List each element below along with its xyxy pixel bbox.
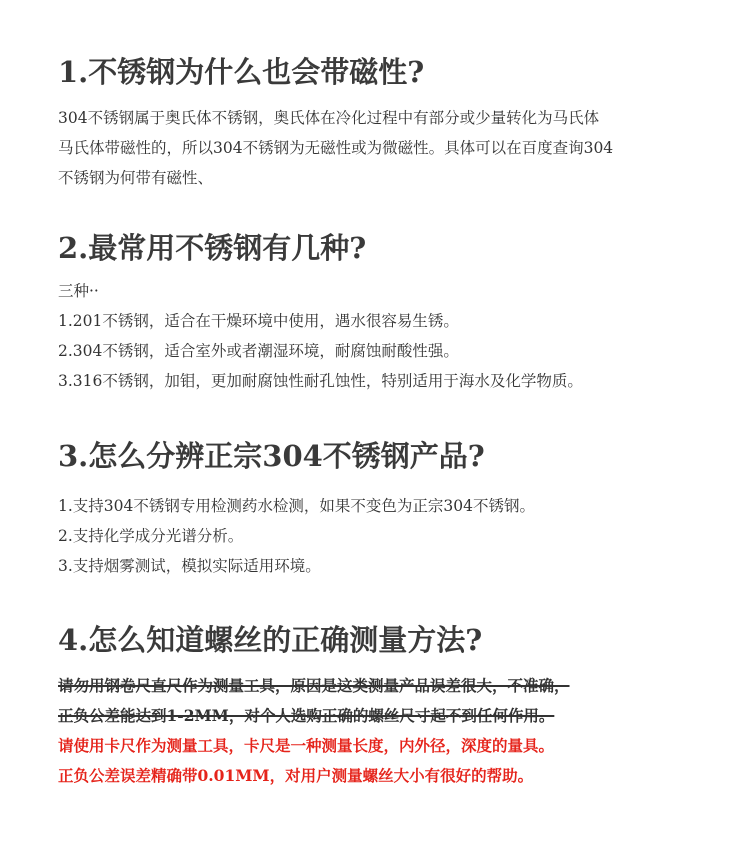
body-line: 马氏体带磁性的，所以304不锈钢为无磁性或为微磁性。具体可以在百度查询304 — [58, 139, 614, 157]
section-heading: 4.怎么知道螺丝的正确测量方法? — [58, 623, 483, 657]
list-item: 3.316不锈钢，加钼，更加耐腐蚀性耐孔蚀性，特别适用于海水及化学物质。 — [58, 372, 583, 390]
section-magnetism — [58, 52, 718, 193]
section-measure — [58, 620, 718, 791]
list-item: 1.支持304不锈钢专用检测药水检测，如果不变色为正宗304不锈钢。 — [58, 497, 535, 515]
list-item: 2.支持化学成分光谱分析。 — [58, 527, 244, 545]
section-types — [58, 228, 718, 396]
highlight-line: 正负公差误差精确带0.01MM，对用户测量螺丝大小有很好的帮助。 — [58, 766, 534, 785]
list-item: 2.304不锈钢，适合室外或者潮湿环境，耐腐蚀耐酸性强。 — [58, 342, 459, 360]
body-line: 不锈钢为何带有磁性、 — [58, 169, 214, 187]
struck-line: 请勿用钢卷尺直尺作为测量工具，原因是这类测量产品误差很大，不准确， — [58, 676, 570, 695]
body-line: 三种·· — [58, 282, 99, 300]
section-body — [58, 671, 718, 791]
section-heading: 1.不锈钢为什么也会带磁性? — [58, 55, 425, 89]
struck-line: 正负公差能达到1-2MM，对个人选购正确的螺丝尺寸起不到任何作用。 — [58, 706, 555, 725]
section-verify — [58, 436, 718, 581]
section-body — [58, 276, 718, 396]
list-item: 3.支持烟雾测试，模拟实际适用环境。 — [58, 557, 321, 575]
section-heading: 2.最常用不锈钢有几种? — [58, 231, 367, 265]
body-line: 304不锈钢属于奥氏体不锈钢，奥氏体在冷化过程中有部分或少量转化为马氏体 — [58, 109, 600, 127]
highlight-line: 请使用卡尺作为测量工具，卡尺是一种测量长度，内外径，深度的量具。 — [58, 736, 555, 755]
section-body — [58, 491, 718, 581]
list-item: 1.201不锈钢，适合在干燥环境中使用，遇水很容易生锈。 — [58, 312, 459, 330]
section-body — [58, 103, 718, 193]
section-heading: 3.怎么分辨正宗304不锈钢产品? — [58, 439, 485, 473]
